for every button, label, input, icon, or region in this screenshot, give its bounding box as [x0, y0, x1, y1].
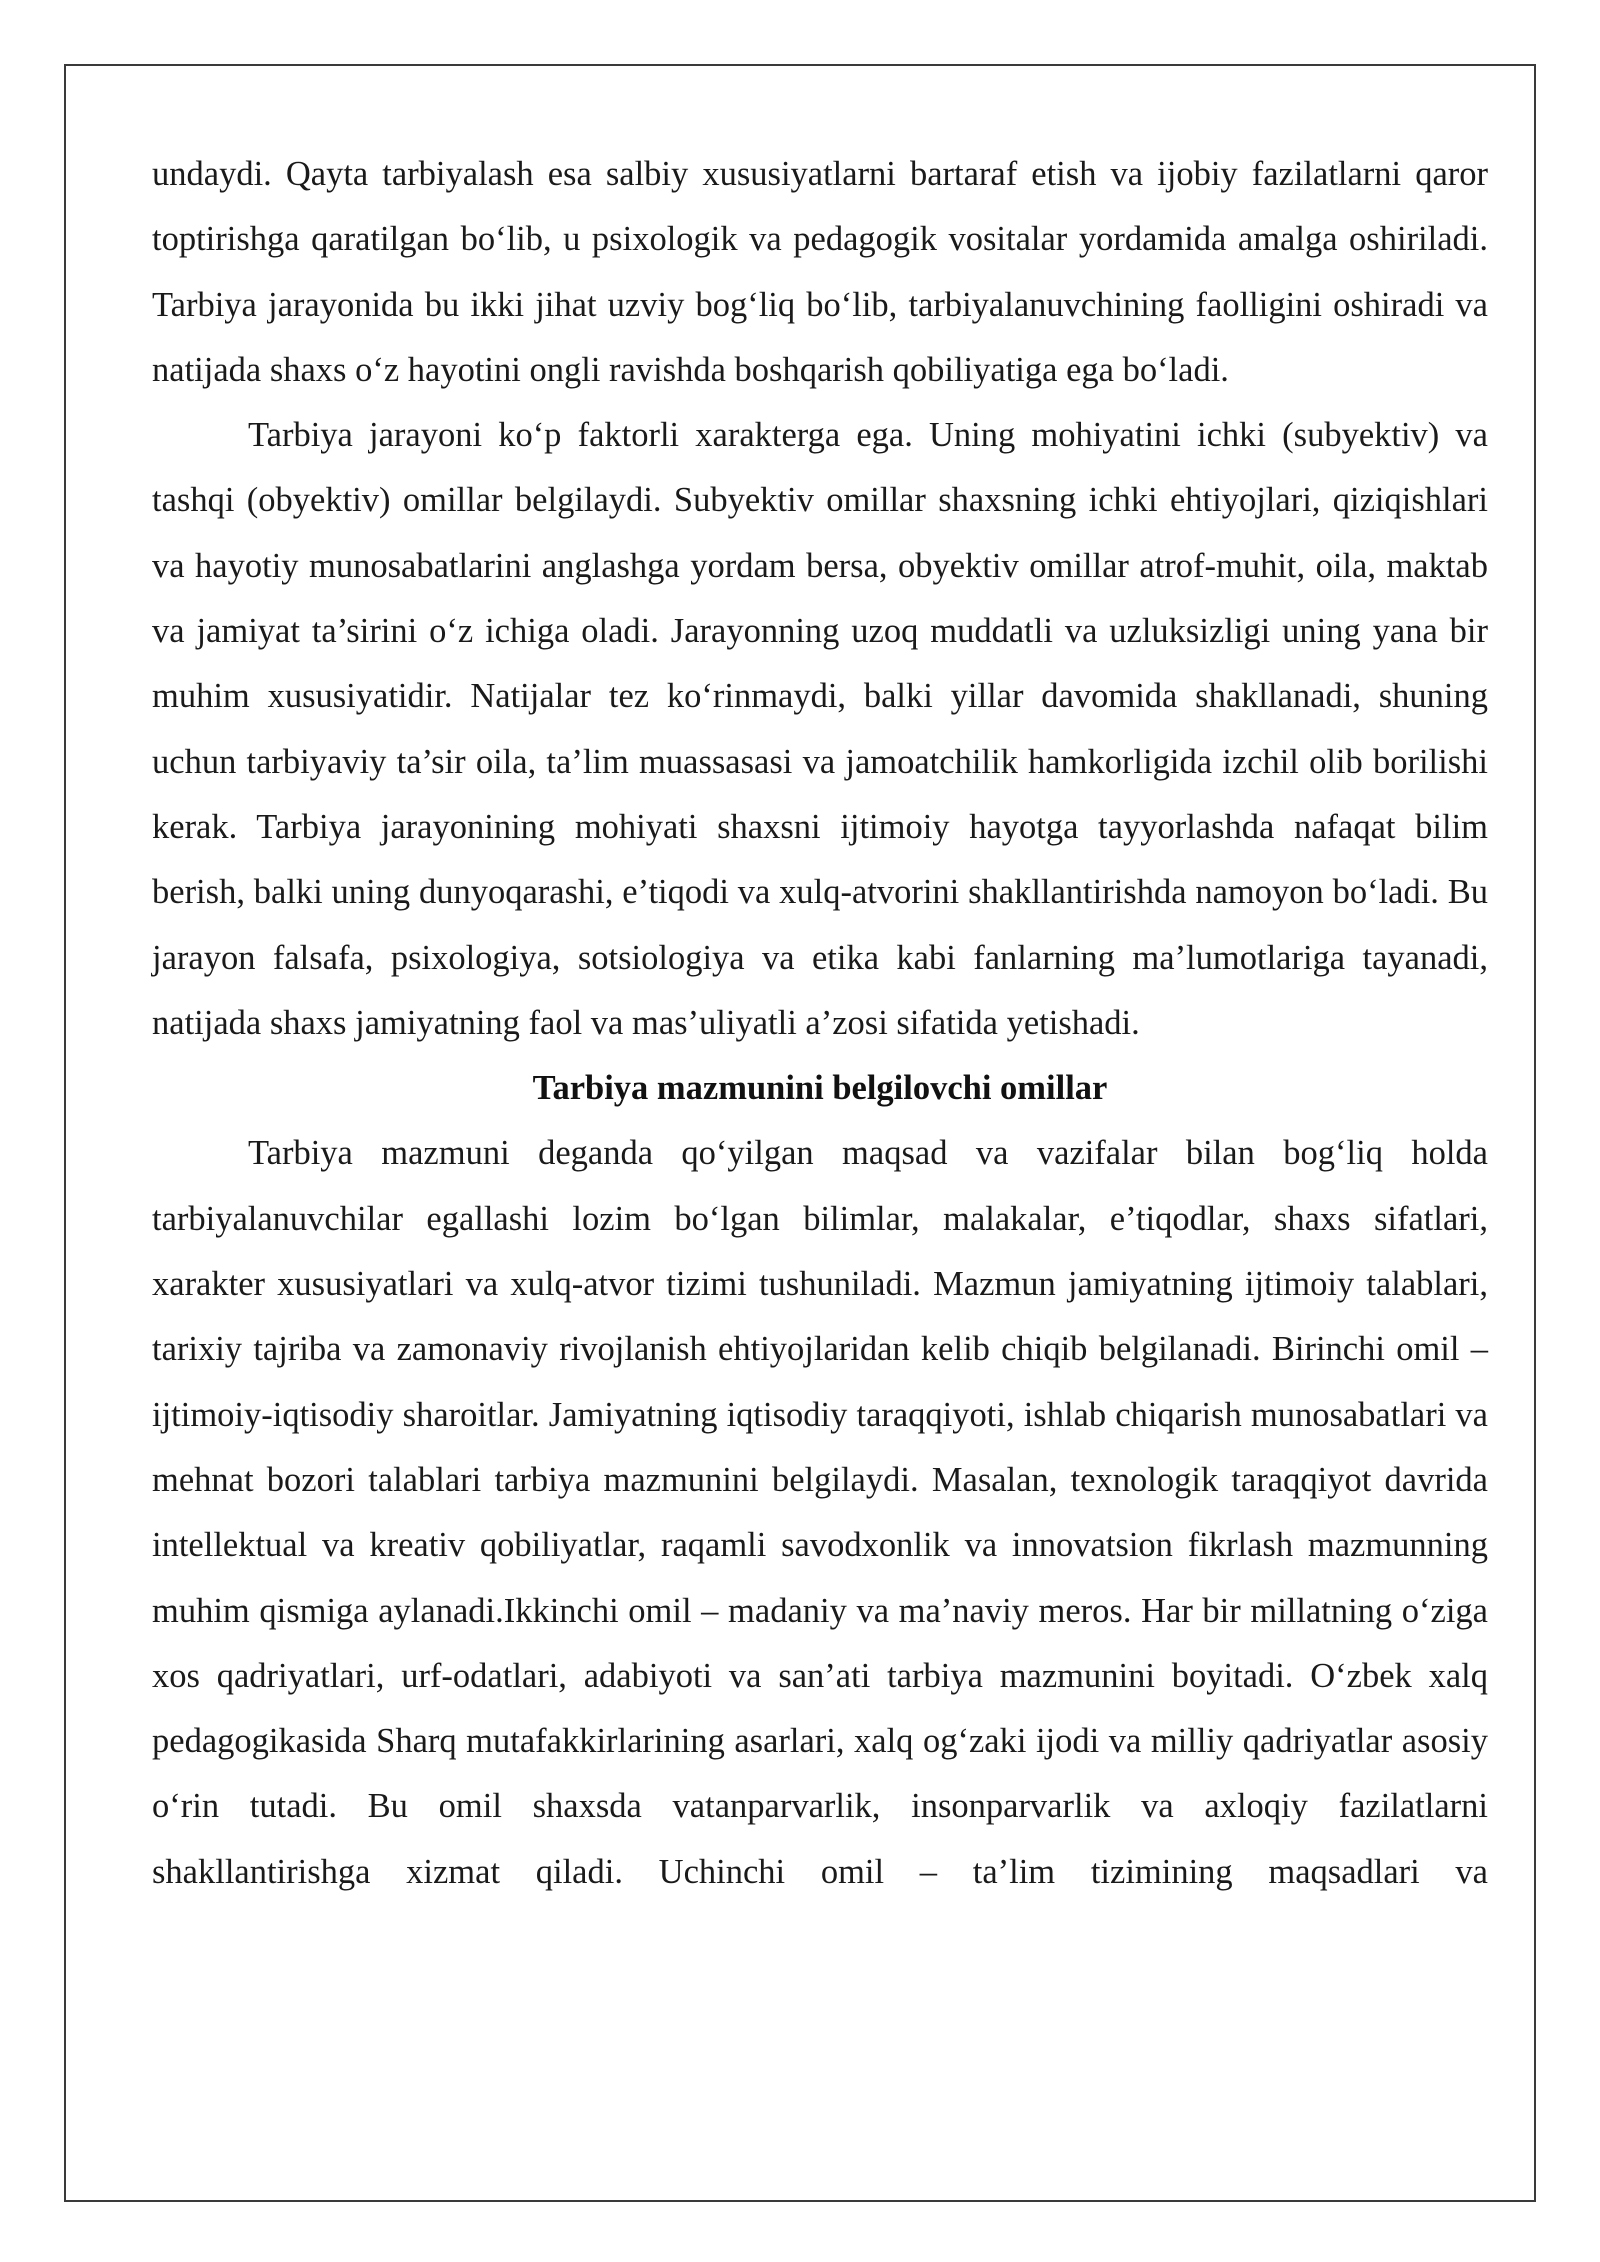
paragraph-continuation: undaydi. Qayta tarbiyalash esa salbiy xususiyatlarni bartaraf etish va ijobiy fazilatlarni qaror toptirishga qaratilgan bo‘lib, u psixologik va pedagogik vositalar yordamida amalga oshiriladi. Tarbiya jarayonida bu ikki jihat uzviy bog‘liq bo‘lib, tarbiyalanuvchining faolligini oshiradi va natijada shaxs o‘z hayotini ongli ravishda boshqarish qobiliyatiga ega bo‘ladi.	[152, 155, 1488, 389]
section-heading: Tarbiya mazmunini belgilovchi omillar	[532, 1069, 1108, 1108]
document-body	[152, 142, 1488, 1905]
paragraph-tarbiya-jarayoni: Tarbiya jarayoni ko‘p faktorli xarakterga ega. Uning mohiyatini ichki (subyektiv) va tashqi (obyektiv) omillar belgilaydi. Subyektiv omillar shaxsning ichki ehtiyojlari, qiziqishlari va hayotiy munosabatlarini anglashga yordam bersa, obyektiv omillar atrof-muhit, oila, maktab va jamiyat ta’sirini o‘z ichiga oladi. Jarayonning uzoq muddatli va uzluksizligi uning yana bir muhim xususiyatidir. Natijalar tez ko‘rinmaydi, balki yillar davomida shakllanadi, shuning uchun tarbiyaviy ta’sir oila, ta’lim muassasasi va jamoatchilik hamkorligida izchil olib borilishi kerak. Tarbiya jarayonining mohiyati shaxsni ijtimoiy hayotga tayyorlashda nafaqat bilim berish, balki uning dunyoqarashi, e’tiqodi va xulq-atvorini shakllantirishda namoyon bo‘ladi. Bu jarayon falsafa, psixologiya, sotsiologiya va etika kabi fanlarning ma’lumotlariga tayanadi, natijada shaxs jamiyatning faol va mas’uliyatli a’zosi sifatida yetishadi.	[152, 416, 1488, 1042]
paragraph-tarbiya-mazmuni: Tarbiya mazmuni deganda qo‘yilgan maqsad va vazifalar bilan bog‘liq holda tarbiyalanuvchilar egallashi lozim bo‘lgan bilimlar, malakalar, e’tiqodlar, shaxs sifatlari, xarakter xususiyatlari va xulq-atvor tizimi tushuniladi. Mazmun jamiyatning ijtimoiy talablari, tarixiy tajriba va zamonaviy rivojlanish ehtiyojlaridan kelib chiqib belgilanadi. Birinchi omil – ijtimoiy-iqtisodiy sharoitlar. Jamiyatning iqtisodiy taraqqiyoti, ishlab chiqarish munosabatlari va mehnat bozori talablari tarbiya mazmunini belgilaydi. Masalan, texnologik taraqqiyot davrida intellektual va kreativ qobiliyatlar, raqamli savodxonlik va innovatsion fikrlash mazmunning muhim qismiga aylanadi.Ikkinchi omil – madaniy va ma’naviy meros. Har bir millatning o‘ziga xos qadriyatlari, urf-odatlari, adabiyoti va san’ati tarbiya mazmunini boyitadi. O‘zbek xalq pedagogikasida Sharq mutafakkirlarining asarlari, xalq og‘zaki ijodi va milliy qadriyatlar asosiy o‘rin tutadi. Bu omil shaxsda vatanparvarlik, insonparvarlik va axloqiy fazilatlarni shakllantirishga xizmat qiladi. Uchinchi omil – ta’lim tizimining maqsadlari va	[152, 1134, 1488, 1891]
